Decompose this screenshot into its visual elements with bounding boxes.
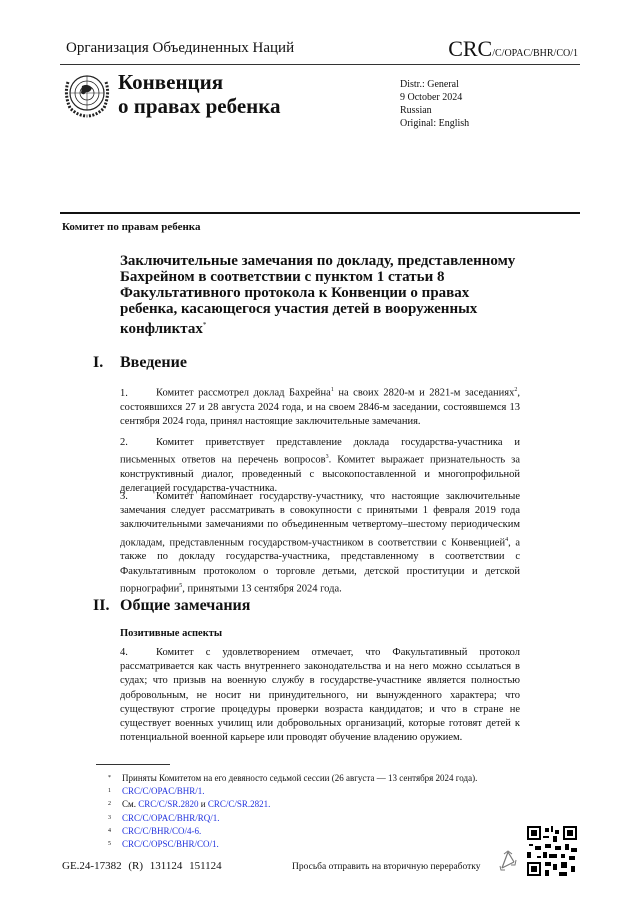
footnote-link[interactable]: CRC/C/OPAC/BHR/RQ/1. (122, 812, 220, 823)
paragraph-3 (120, 490, 520, 596)
paragraph-number: 1. (120, 387, 128, 399)
footnote-link[interactable]: CRC/C/OPSC/BHR/CO/1. (122, 839, 219, 850)
footnote-mark: 5 (108, 841, 111, 848)
section-number: II. (93, 597, 110, 614)
footnote-mark: 2 (108, 801, 111, 808)
date: 9 October 2024 (400, 92, 463, 103)
document-symbol (448, 36, 578, 62)
body-title-line: Конвенция (118, 70, 224, 94)
footnote-text: и (198, 799, 208, 810)
header-divider (60, 64, 580, 65)
footnote (108, 825, 477, 838)
paragraph-4 (120, 646, 520, 745)
footnote-ref[interactable]: 5 (179, 582, 183, 589)
footnote-link[interactable]: CRC/C/BHR/CO/4-6. (122, 825, 202, 836)
footnote-mark: * (108, 775, 111, 781)
document-title (120, 253, 520, 337)
paragraph-text: , принятыми 13 сентября 2024 года. (182, 583, 342, 595)
footnote-ref[interactable]: 3 (325, 454, 329, 461)
document-title-text: Заключительные замечания по докладу, представленному Бахрейном в соответствии с пунктом 1 статьи 8 Факультативного протокола к Конвенции о правах ребенка, касающегося участия детей в вооруженных конфликтах (120, 253, 516, 337)
footnote-ref[interactable]: 2 (514, 387, 518, 393)
symbol-suffix: /C/OPAC/BHR/CO/1 (492, 48, 578, 59)
footnote-mark: 1 (108, 788, 111, 795)
section-heading: Общие замечания (120, 597, 251, 614)
symbol-main: CRC (448, 36, 493, 61)
committee-name: Комитет по правам ребенка (62, 221, 201, 233)
paragraph-text: на своих 2820-м и 2821-м заседаниях (333, 387, 515, 399)
paragraph-text: , а также по докладу государства-участника, представленному в соответствии с Факультативным протоколом о торговле детьми, детской проституции и детской порнографии (120, 537, 520, 595)
footnote (108, 772, 477, 785)
footnote (108, 838, 477, 851)
recycle-icon (494, 848, 522, 876)
title-divider (60, 212, 580, 214)
body-title (118, 70, 281, 118)
original-language: Original: English (400, 118, 470, 129)
paragraph-text: Комитет напоминает государству-участнику, что настоящие заключительные замечания следует рассматривать в совокупности с принятыми 1 февраля 2019 года заключительными замечаниями по объединенным четвертому–шестому периодическим докладам, представленным государством-участником в соответствии с Конвенцией (120, 491, 520, 549)
paragraph-1 (120, 383, 520, 429)
paragraph-number: 4. (120, 647, 128, 658)
footnote-ref[interactable]: 1 (330, 387, 334, 393)
footnote-mark: 4 (108, 827, 111, 834)
paragraph-2 (120, 436, 520, 496)
language: Russian (400, 105, 432, 116)
footnote-divider (96, 764, 170, 765)
footnotes (108, 772, 477, 851)
paragraph-text: Комитет с удовлетворением отмечает, что Факультативный протокол рассматривается как часть внутреннего законодательства и на него можно ссылаться в судах; что призыв на военную службу в государстве-участнике является полностью добровольным, не носит ни принудительного, ни вынужденного характера; что существуют строгие процедуры проверки возраста кандидатов; и что в стране не существует военных училищ или добровольных организаций, которые готовят детей к потенциальной военной карьере или проводят обучение владению оружием. (120, 647, 520, 744)
paragraph-text: , состоявшихся 27 и 28 августа 2024 года, и на своем 2846-м заседании, состоявшемся 13 сентября 2024 года, принял настоящие заключительные замечания. (120, 387, 520, 427)
organization-name: Организация Объединенных Наций (66, 40, 295, 56)
footnote (108, 798, 477, 811)
section-number: I. (93, 354, 104, 371)
footnote-link[interactable]: CRC/C/SR.2820 (138, 799, 199, 810)
footnote (108, 785, 477, 798)
footnote-text: Приняты Комитетом на его девяносто седьмой сессии (26 августа — 13 сентября 2024 года). (122, 773, 478, 783)
recycle-text: Просьба отправить на вторичную переработку (292, 862, 481, 872)
distribution-block (400, 78, 469, 130)
footnote-link[interactable]: CRC/C/OPAC/BHR/1. (122, 786, 205, 797)
subheading: Позитивные аспекты (120, 628, 223, 639)
footnote-text: См. (122, 799, 139, 810)
footnote-mark: 3 (108, 814, 111, 821)
distribution: Distr.: General (400, 79, 459, 90)
footnote-ref[interactable]: 4 (505, 536, 509, 543)
section-heading: Введение (120, 354, 187, 371)
title-footnote-mark: * (202, 321, 207, 329)
footnote (108, 812, 477, 825)
paragraph-number: 3. (120, 491, 128, 502)
paragraph-text: Комитет приветствует представление доклада государства-участника и письменных ответов на перечень вопросов (120, 437, 520, 466)
qr-code-icon[interactable] (527, 826, 577, 876)
footnote-link[interactable]: CRC/C/SR.2821. (207, 799, 271, 810)
un-emblem-icon (62, 68, 112, 118)
body-title-line: о правах ребенка (118, 94, 281, 118)
paragraph-text: . Комитет выражает признательность за конструктивный диалог, проведенный с высокопоставленной и многопрофильной делегацией государства-участника. (120, 454, 520, 495)
paragraph-text: Комитет рассмотрел доклад Бахрейна (156, 387, 331, 399)
job-number: GE.24-17382 (R) 131124 151124 (62, 860, 222, 872)
paragraph-number: 2. (120, 437, 128, 448)
